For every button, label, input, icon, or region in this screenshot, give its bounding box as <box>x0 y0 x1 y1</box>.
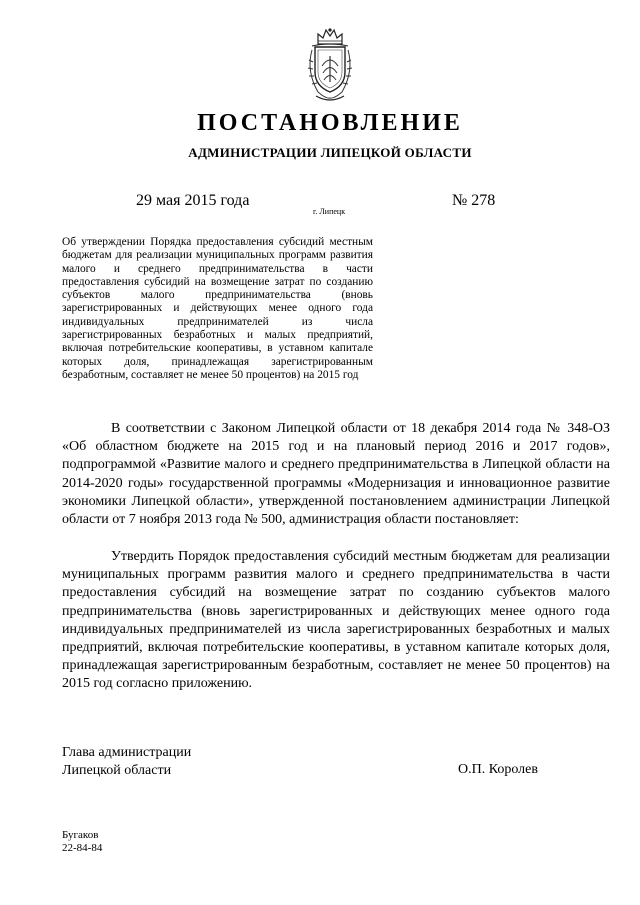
body-paragraph-1: В соответствии с Законом Липецкой области от 18 декабря 2014 года № 348-ОЗ «Об областном бюджете на 2015 год и на плановый период 2016 и 2017 годов», подпрограммой «Развитие малого и среднего предпринимательства в Липецкой области на 2014-2020 годы» государственной программы «Модернизация и инновационное развитие экономики Липецкой области», утвержденной постановлением администрации Липецкой области от 7 ноября 2013 года № 500, администрация области постановляет: <box>62 421 610 528</box>
document-subtitle: АДМИНИСТРАЦИИ ЛИПЕЦКОЙ ОБЛАСТИ <box>188 145 472 160</box>
signature-position-line-2: Липецкой области <box>62 763 172 778</box>
coat-of-arms-icon <box>304 26 356 104</box>
document-city: г. Липецк <box>313 207 346 216</box>
executor-name: Бугаков <box>62 829 99 841</box>
signature-name: О.П. Королев <box>458 762 538 777</box>
document-date: 29 мая 2015 года <box>136 192 250 209</box>
signature-position-line-1: Глава администрации <box>62 745 192 760</box>
document-number: № 278 <box>452 192 496 209</box>
executor-phone: 22-84-84 <box>62 842 103 854</box>
body-paragraph-2: Утвердить Порядок предоставления субсидий местным бюджетам для реализации муниципальных программ развития малого и среднего предпринимательства в части предоставления субсидий на возмещение затрат по созданию субъектов малого предпринимательства (вновь зарегистрированных и действующих менее одного года индивидуальных предпринимателей из числа зарегистрированных безработных и малых предприятий, включая потребительские кооперативы, в уставном капитале которых доля, принадлежащая зарегистрированным безработным, составляет не менее 50 процентов) на 2015 год согласно приложению. <box>62 549 610 692</box>
document-subject: Об утверждении Порядка предоставления субсидий местным бюджетам для реализации муниципальных программ развития малого и среднего предпринимательства в части предоставления субсидий на возмещение затрат по созданию субъектов малого предпринимательства (вновь зарегистрированных и действующих менее одного года индивидуальных предпринимателей из числа зарегистрированных безработных и малых предприятий, включая потребительские кооперативы, в уставном капитале которых доля, принадлежащая зарегистрированным безработным, составляет не менее 50 процентов) на 2015 год <box>62 236 373 381</box>
executor-info <box>62 829 102 855</box>
signature-position <box>62 744 191 780</box>
document-title: ПОСТАНОВЛЕНИЕ <box>197 110 463 136</box>
